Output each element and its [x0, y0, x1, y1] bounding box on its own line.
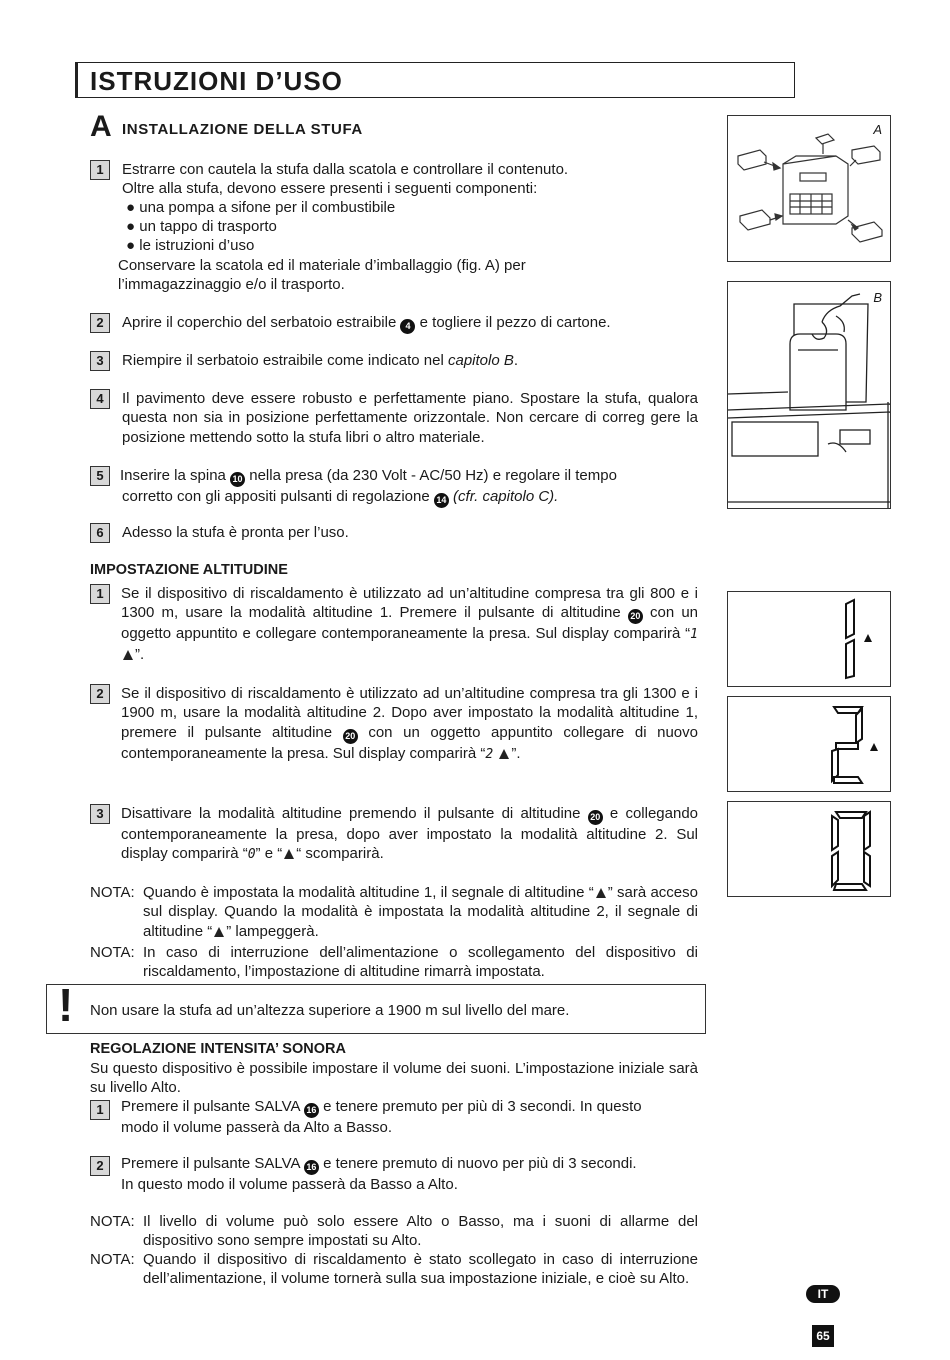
warning-text: Non usare la stufa ad un’altezza superiore a 1900 m sul livello del mare.	[90, 1002, 570, 1019]
step-text: Se il dispositivo di riscaldamento è utilizzato ad un’altitudine compresa tra gli 1300 e i 1900 m, usare la modalità altitudine 2. Dopo aver impostato la modalità altitudine 1, premere il pulsante altitudine 20 con un oggetto appuntito collegare di nuovo contemporaneamente la presa. Sul display comparirà “2 ”.	[121, 685, 698, 762]
figure-b	[727, 281, 891, 509]
step-number: 3	[90, 351, 110, 371]
step-number: 6	[90, 523, 110, 543]
page-number: 65	[812, 1325, 834, 1347]
step-text: Se il dispositivo di riscaldamento è utilizzato ad un’altitudine compresa tra gli 800 e i 1300 m, usare la modalità altitudine 1. Premere il pulsante di altitudine 20 con un oggetto appuntito e collegare contemporaneamente la presa. Sul display comparirà “1 ”.	[121, 585, 699, 663]
step-number: 2	[90, 684, 110, 704]
step-number: 5	[90, 466, 110, 486]
ref-number: 20	[628, 609, 643, 624]
altitude-icon	[123, 650, 133, 660]
altitude-icon	[596, 888, 606, 898]
step-text: Aprire il coperchio del serbatoio estraibile 4 e togliere il pezzo di cartone.	[122, 313, 702, 334]
intro-text: Su questo dispositivo è possibile impostare il volume dei suoni. L’impostazione iniziale sarà su livello Alto.	[90, 1060, 698, 1097]
note-label: NOTA:	[90, 884, 135, 901]
step-number: 1	[90, 1100, 110, 1120]
ref-number: 20	[343, 729, 358, 744]
display-figure-2	[727, 696, 891, 792]
subsection-heading: REGOLAZIONE INTENSITA’ SONORA	[90, 1041, 346, 1057]
step-text: Inserire la spina 10 nella presa (da 230 Volt - AC/50 Hz) e regolare il tempo corretto con gli appositi pulsanti di regolazione 14 (cfr. capitolo C).	[120, 466, 705, 508]
figure-label: B	[873, 290, 882, 305]
note-label: NOTA:	[90, 1251, 135, 1268]
step-number: 2	[90, 1156, 110, 1176]
step-text: Adesso la stufa è pronta per l’uso.	[122, 524, 349, 541]
segment-display-1	[728, 592, 890, 686]
page-title: ISTRUZIONI D’USO	[90, 66, 343, 96]
list-item: ● le istruzioni d’uso	[126, 237, 255, 254]
warning-icon: !	[58, 979, 74, 1031]
segment-display-2	[728, 697, 890, 791]
altitude-icon	[499, 749, 509, 759]
ref-number: 14	[434, 493, 449, 508]
step-text: Premere il pulsante SALVA 16 e tenere premuto di nuovo per più di 3 secondi. In questo modo il volume passerà da Basso a Alto.	[121, 1155, 637, 1193]
step-number: 1	[90, 160, 110, 180]
note-text: In caso di interruzione dell’alimentazione o scollegamento del dispositivo di riscaldamento, l’impostazione di altitudine rimarrà impostata.	[143, 944, 698, 981]
segment-display-0	[728, 802, 890, 896]
step-number: 1	[90, 584, 110, 604]
list-item: ● una pompa a sifone per il combustibile	[126, 199, 396, 216]
note-text: Quando il dispositivo di riscaldamento è stato scollegato in caso di interruzione dell’alimentazione, il volume tornerà sulla sua impostazione iniziale, e cioè su Alto.	[143, 1251, 698, 1288]
note-text: Quando è impostata la modalità altitudine 1, il segnale di altitudine “ ” sarà acceso sul display. Quando la modalità è impostata la modalità altitudine 2, il segnale di altitudine “ ” lampeggerà.	[143, 884, 698, 940]
step-text: Riempire il serbatoio estraibile come indicato nel capitolo B.	[122, 352, 519, 369]
ref-number: 10	[230, 472, 245, 487]
note-text: Il livello di volume può solo essere Alto o Basso, ma i suoni di allarme del dispositivo sono sempre impostati su Alto.	[143, 1213, 698, 1250]
display-figure-1	[727, 591, 891, 687]
step-text: Disattivare la modalità altitudine premendo il pulsante di altitudine 20 e collegando contemporaneamente la presa, dopo aver impostato la modalità altitudine 2. Sul display comparirà “0” e “ “ scomparirà.	[121, 805, 699, 863]
note-label: NOTA:	[90, 944, 135, 961]
figure-label: A	[873, 122, 882, 137]
ref-number: 16	[304, 1160, 319, 1175]
title-box	[75, 62, 795, 98]
step-text: l’immagazzinaggio e/o il trasporto.	[118, 276, 345, 293]
section-title: INSTALLAZIONE DELLA STUFA	[122, 121, 363, 138]
list-item: ● un tappo di trasporto	[126, 218, 277, 235]
figure-a	[727, 115, 891, 262]
step-text: Estrarre con cautela la stufa dalla scatola e controllare il contenuto.	[122, 161, 569, 178]
ref-number: 16	[304, 1103, 319, 1118]
note-label: NOTA:	[90, 1213, 135, 1230]
step-text: Oltre alla stufa, devono essere presenti i seguenti componenti:	[122, 180, 538, 197]
language-badge: IT	[806, 1285, 840, 1303]
step-number: 3	[90, 804, 110, 824]
section-letter: A	[90, 110, 112, 143]
step-text: Premere il pulsante SALVA 16 e tenere premuto per più di 3 secondi. In questo modo il volume passerà da Alto a Basso.	[121, 1098, 642, 1136]
display-figure-3	[727, 801, 891, 897]
step-number: 4	[90, 389, 110, 409]
ref-number: 4	[400, 319, 415, 334]
subsection-heading: IMPOSTAZIONE ALTITUDINE	[90, 562, 288, 578]
ref-number: 20	[588, 810, 603, 825]
step-text: Conservare la scatola ed il materiale d’imballaggio (fig. A) per	[118, 257, 526, 274]
step-text: Il pavimento deve essere robusto e perfettamente piano. Spostare la stufa, qualora questa non sia in posizione perfettamente orizzontale. Non cercare di correg gere la posizione mettendo sotto la stufa libri o altro materiale.	[122, 390, 698, 446]
altitude-icon	[214, 927, 224, 937]
step-number: 2	[90, 313, 110, 333]
heater-unboxing-illustration	[728, 116, 890, 261]
altitude-icon	[284, 849, 294, 859]
tank-removal-illustration	[728, 282, 890, 508]
